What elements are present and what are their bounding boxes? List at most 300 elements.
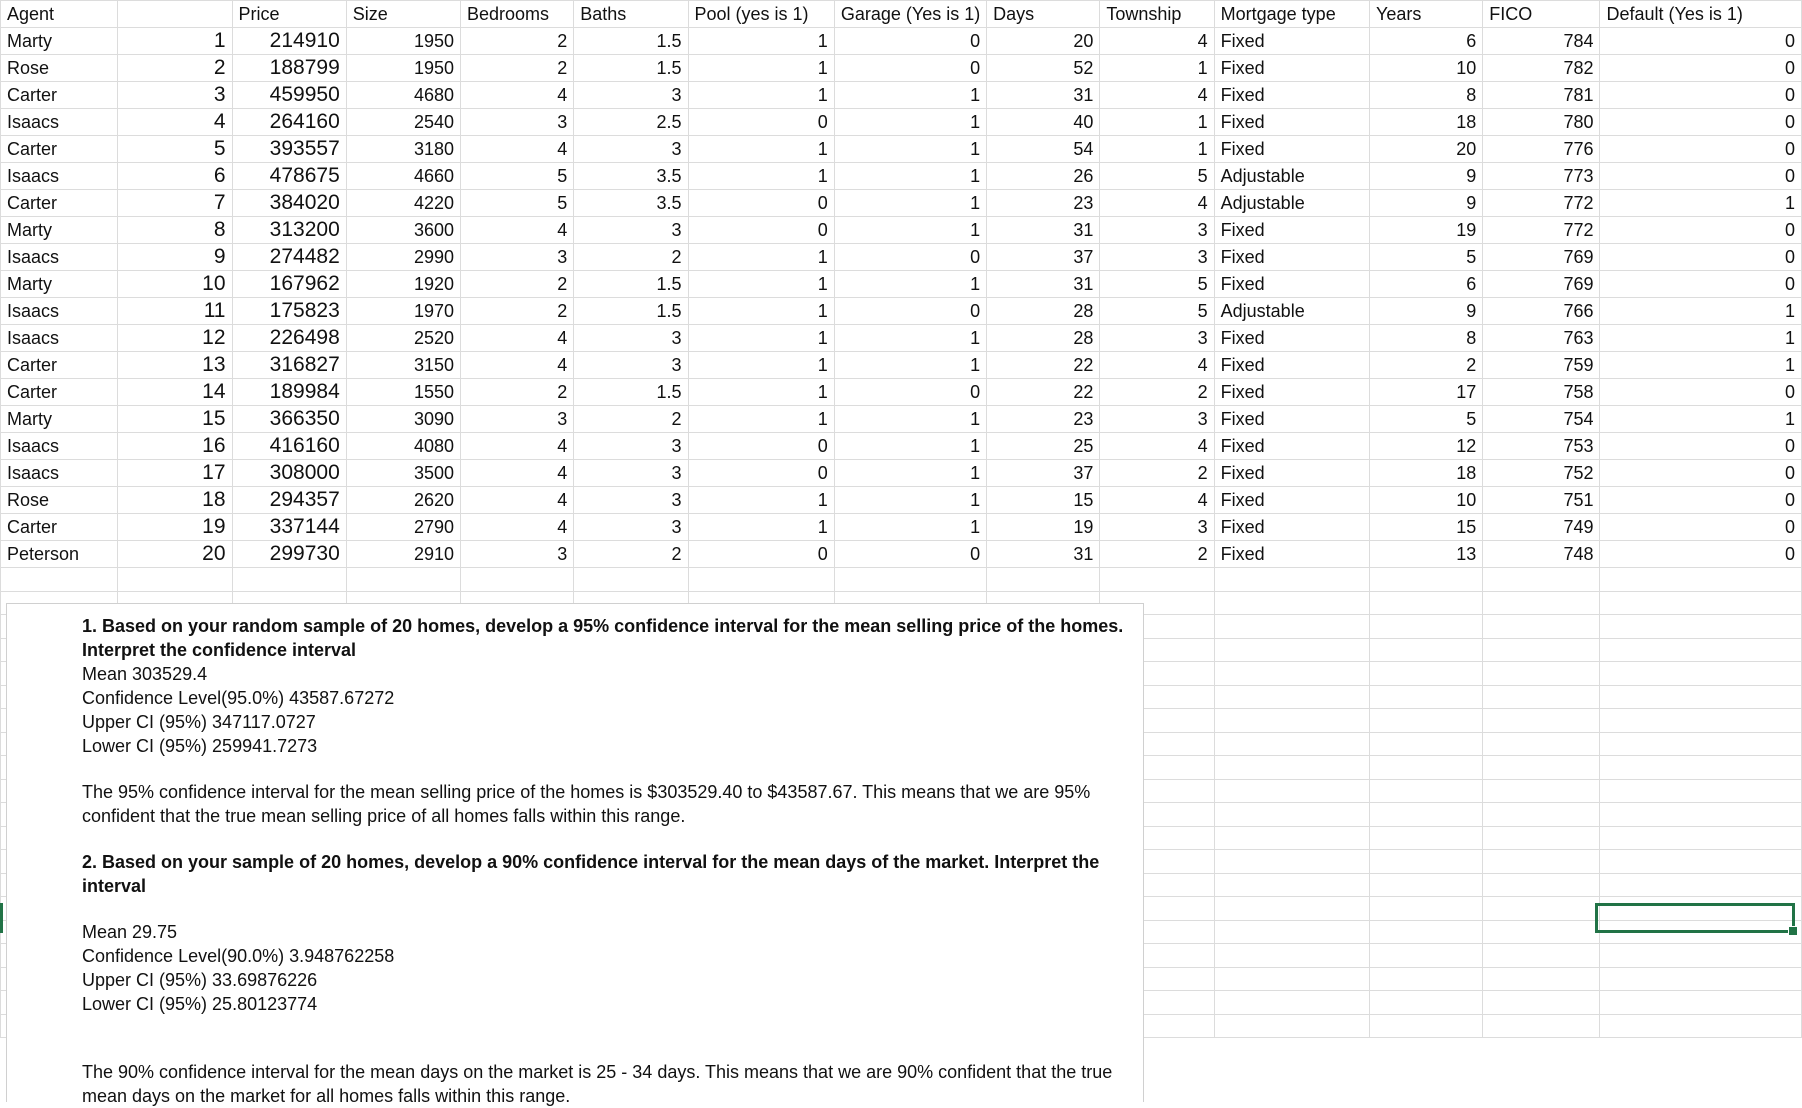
cell[interactable]: 4 (461, 325, 574, 352)
cell[interactable]: Isaacs (1, 163, 118, 190)
cell[interactable]: 2 (1369, 352, 1482, 379)
empty-cell[interactable] (1483, 662, 1600, 686)
empty-cell[interactable] (1369, 568, 1482, 592)
cell[interactable]: 784 (1483, 28, 1600, 55)
cell[interactable]: 15 (118, 406, 232, 433)
cell[interactable]: 2620 (346, 487, 460, 514)
cell[interactable]: Fixed (1214, 487, 1369, 514)
cell[interactable]: Rose (1, 487, 118, 514)
empty-cell[interactable] (1214, 803, 1369, 827)
empty-cell[interactable] (1483, 709, 1600, 733)
empty-cell[interactable] (1369, 944, 1482, 968)
empty-cell[interactable] (987, 568, 1100, 592)
cell[interactable]: 0 (688, 217, 834, 244)
empty-cell[interactable] (1214, 591, 1369, 615)
cell[interactable]: 3 (574, 460, 688, 487)
cell[interactable]: 1 (688, 271, 834, 298)
cell[interactable]: 2 (461, 298, 574, 325)
cell[interactable]: 758 (1483, 379, 1600, 406)
cell[interactable]: 1 (834, 271, 986, 298)
cell[interactable]: 416160 (232, 433, 346, 460)
cell[interactable]: Isaacs (1, 325, 118, 352)
cell[interactable]: 1950 (346, 28, 460, 55)
empty-cell[interactable] (1483, 591, 1600, 615)
cell[interactable]: 299730 (232, 541, 346, 568)
cell[interactable]: 8 (1369, 82, 1482, 109)
cell[interactable]: 0 (1600, 379, 1802, 406)
cell[interactable]: 0 (1600, 487, 1802, 514)
empty-cell[interactable] (1483, 944, 1600, 968)
empty-cell[interactable] (1369, 1014, 1482, 1038)
cell[interactable]: 2 (1100, 541, 1214, 568)
empty-cell[interactable] (1214, 897, 1369, 921)
column-header[interactable]: Days (987, 1, 1100, 28)
empty-cell[interactable] (1600, 591, 1802, 615)
empty-cell[interactable] (1483, 1014, 1600, 1038)
empty-cell[interactable] (1600, 709, 1802, 733)
cell[interactable]: 9 (1369, 190, 1482, 217)
cell[interactable]: 18 (1369, 109, 1482, 136)
empty-cell[interactable] (1369, 685, 1482, 709)
cell[interactable]: 1 (688, 55, 834, 82)
cell[interactable]: Fixed (1214, 433, 1369, 460)
empty-cell[interactable] (1483, 803, 1600, 827)
cell[interactable]: 3 (1100, 244, 1214, 271)
empty-cell[interactable] (1214, 779, 1369, 803)
cell[interactable]: 10 (1369, 55, 1482, 82)
cell[interactable]: 1 (688, 352, 834, 379)
cell[interactable]: 264160 (232, 109, 346, 136)
cell[interactable]: 459950 (232, 82, 346, 109)
cell[interactable]: 2 (574, 406, 688, 433)
cell[interactable]: 4 (461, 460, 574, 487)
cell[interactable]: Carter (1, 514, 118, 541)
empty-cell[interactable] (574, 568, 688, 592)
fill-handle[interactable] (1788, 926, 1798, 936)
empty-cell[interactable] (1483, 920, 1600, 944)
cell[interactable]: 167962 (232, 271, 346, 298)
cell[interactable]: 19 (118, 514, 232, 541)
cell[interactable]: 772 (1483, 190, 1600, 217)
cell[interactable]: 1 (834, 109, 986, 136)
cell[interactable]: 1.5 (574, 298, 688, 325)
cell[interactable]: 2 (461, 379, 574, 406)
cell[interactable]: 2 (461, 271, 574, 298)
cell[interactable]: 3 (461, 109, 574, 136)
cell[interactable]: Marty (1, 271, 118, 298)
empty-cell[interactable] (1369, 991, 1482, 1015)
cell[interactable]: 1 (688, 136, 834, 163)
column-header[interactable] (118, 1, 232, 28)
cell[interactable]: Fixed (1214, 244, 1369, 271)
cell[interactable]: 5 (1100, 271, 1214, 298)
cell[interactable]: Isaacs (1, 460, 118, 487)
cell[interactable]: 5 (1100, 298, 1214, 325)
selected-cell[interactable] (1595, 903, 1795, 933)
cell[interactable]: 0 (688, 190, 834, 217)
empty-cell[interactable] (1214, 967, 1369, 991)
cell[interactable]: 1550 (346, 379, 460, 406)
cell[interactable]: 25 (987, 433, 1100, 460)
cell[interactable]: Fixed (1214, 82, 1369, 109)
cell[interactable]: 15 (1369, 514, 1482, 541)
cell[interactable]: 17 (1369, 379, 1482, 406)
empty-cell[interactable] (1600, 685, 1802, 709)
cell[interactable]: 4 (1100, 82, 1214, 109)
empty-cell[interactable] (1369, 850, 1482, 874)
cell[interactable]: Peterson (1, 541, 118, 568)
empty-cell[interactable] (1214, 732, 1369, 756)
empty-cell[interactable] (1214, 638, 1369, 662)
cell[interactable]: Fixed (1214, 379, 1369, 406)
empty-cell[interactable] (1214, 756, 1369, 780)
empty-cell[interactable] (1483, 826, 1600, 850)
cell[interactable]: 3 (1100, 406, 1214, 433)
cell[interactable]: 274482 (232, 244, 346, 271)
cell[interactable]: 1 (688, 487, 834, 514)
empty-cell[interactable] (1600, 615, 1802, 639)
cell[interactable]: 22 (987, 352, 1100, 379)
cell[interactable]: 23 (987, 190, 1100, 217)
cell[interactable]: 0 (834, 379, 986, 406)
cell[interactable]: 4220 (346, 190, 460, 217)
empty-cell[interactable] (1214, 991, 1369, 1015)
cell[interactable]: 3 (574, 82, 688, 109)
cell[interactable]: 2 (574, 541, 688, 568)
cell[interactable]: 3180 (346, 136, 460, 163)
cell[interactable]: 6 (1369, 271, 1482, 298)
cell[interactable]: 776 (1483, 136, 1600, 163)
cell[interactable]: 2910 (346, 541, 460, 568)
cell[interactable]: 3 (574, 352, 688, 379)
cell[interactable]: 1950 (346, 55, 460, 82)
cell[interactable]: 1970 (346, 298, 460, 325)
cell[interactable]: Fixed (1214, 541, 1369, 568)
cell[interactable]: 10 (1369, 487, 1482, 514)
cell[interactable]: 1 (1100, 109, 1214, 136)
cell[interactable]: 3 (1100, 325, 1214, 352)
cell[interactable]: Fixed (1214, 514, 1369, 541)
cell[interactable]: Fixed (1214, 460, 1369, 487)
empty-cell[interactable] (1214, 1014, 1369, 1038)
cell[interactable]: 0 (688, 541, 834, 568)
cell[interactable]: 782 (1483, 55, 1600, 82)
empty-cell[interactable] (1483, 850, 1600, 874)
cell[interactable]: 308000 (232, 460, 346, 487)
cell[interactable]: 20 (118, 541, 232, 568)
cell[interactable]: 313200 (232, 217, 346, 244)
cell[interactable]: 2 (461, 28, 574, 55)
answer-textbox[interactable] (6, 603, 1144, 1106)
empty-cell[interactable] (1369, 638, 1482, 662)
cell[interactable]: 9 (1369, 298, 1482, 325)
cell[interactable]: 175823 (232, 298, 346, 325)
cell[interactable]: 759 (1483, 352, 1600, 379)
cell[interactable]: 0 (834, 541, 986, 568)
empty-cell[interactable] (1600, 756, 1802, 780)
cell[interactable]: 0 (1600, 109, 1802, 136)
cell[interactable]: 4 (1100, 28, 1214, 55)
cell[interactable]: 1 (834, 514, 986, 541)
cell[interactable]: 23 (987, 406, 1100, 433)
column-header[interactable]: FICO (1483, 1, 1600, 28)
column-header[interactable]: Garage (Yes is 1) (834, 1, 986, 28)
column-header[interactable]: Years (1369, 1, 1482, 28)
cell[interactable]: 3 (461, 541, 574, 568)
cell[interactable]: Fixed (1214, 271, 1369, 298)
cell[interactable]: 5 (1100, 163, 1214, 190)
cell[interactable]: 8 (118, 217, 232, 244)
column-header[interactable]: Default (Yes is 1) (1600, 1, 1802, 28)
cell[interactable]: Marty (1, 28, 118, 55)
cell[interactable]: 18 (118, 487, 232, 514)
empty-cell[interactable] (688, 568, 834, 592)
cell[interactable]: 1.5 (574, 379, 688, 406)
cell[interactable]: 1 (834, 217, 986, 244)
cell[interactable]: 0 (1600, 433, 1802, 460)
cell[interactable]: 3 (574, 136, 688, 163)
empty-cell[interactable] (1600, 779, 1802, 803)
cell[interactable]: 226498 (232, 325, 346, 352)
empty-cell[interactable] (1369, 615, 1482, 639)
cell[interactable]: Fixed (1214, 136, 1369, 163)
cell[interactable]: 4 (461, 136, 574, 163)
cell[interactable]: 3 (1100, 514, 1214, 541)
cell[interactable]: 2 (574, 244, 688, 271)
cell[interactable]: Adjustable (1214, 163, 1369, 190)
cell[interactable]: 3600 (346, 217, 460, 244)
cell[interactable]: Isaacs (1, 433, 118, 460)
cell[interactable]: 316827 (232, 352, 346, 379)
cell[interactable]: 0 (1600, 244, 1802, 271)
cell[interactable]: 769 (1483, 271, 1600, 298)
cell[interactable]: 0 (1600, 541, 1802, 568)
cell[interactable]: 5 (118, 136, 232, 163)
empty-cell[interactable] (118, 568, 232, 592)
column-header[interactable]: Price (232, 1, 346, 28)
empty-cell[interactable] (1214, 685, 1369, 709)
column-header[interactable]: Baths (574, 1, 688, 28)
cell[interactable]: 1 (1100, 55, 1214, 82)
cell[interactable]: 3 (574, 325, 688, 352)
cell[interactable]: 20 (1369, 136, 1482, 163)
empty-cell[interactable] (1214, 920, 1369, 944)
empty-cell[interactable] (1600, 662, 1802, 686)
cell[interactable]: 189984 (232, 379, 346, 406)
cell[interactable]: 4 (461, 352, 574, 379)
cell[interactable]: 753 (1483, 433, 1600, 460)
cell[interactable]: 9 (1369, 163, 1482, 190)
column-header[interactable]: Size (346, 1, 460, 28)
cell[interactable]: Fixed (1214, 217, 1369, 244)
empty-cell[interactable] (1600, 1014, 1802, 1038)
cell[interactable]: 214910 (232, 28, 346, 55)
cell[interactable]: 337144 (232, 514, 346, 541)
cell[interactable]: 752 (1483, 460, 1600, 487)
cell[interactable]: 2 (461, 55, 574, 82)
cell[interactable]: 0 (834, 244, 986, 271)
cell[interactable]: Isaacs (1, 298, 118, 325)
cell[interactable]: Fixed (1214, 352, 1369, 379)
cell[interactable]: 19 (987, 514, 1100, 541)
empty-cell[interactable] (1369, 803, 1482, 827)
cell[interactable]: 7 (118, 190, 232, 217)
empty-cell[interactable] (1483, 991, 1600, 1015)
empty-cell[interactable] (1214, 944, 1369, 968)
cell[interactable]: 1 (834, 352, 986, 379)
cell[interactable]: 0 (1600, 271, 1802, 298)
cell[interactable]: 22 (987, 379, 1100, 406)
cell[interactable]: 1 (834, 433, 986, 460)
cell[interactable]: 1 (688, 514, 834, 541)
cell[interactable]: 754 (1483, 406, 1600, 433)
empty-cell[interactable] (1600, 732, 1802, 756)
cell[interactable]: 13 (118, 352, 232, 379)
cell[interactable]: 1 (118, 28, 232, 55)
empty-cell[interactable] (1483, 685, 1600, 709)
cell[interactable]: 3090 (346, 406, 460, 433)
cell[interactable]: 28 (987, 325, 1100, 352)
cell[interactable]: 37 (987, 460, 1100, 487)
cell[interactable]: 1 (834, 325, 986, 352)
empty-cell[interactable] (1214, 615, 1369, 639)
cell[interactable]: 766 (1483, 298, 1600, 325)
cell[interactable]: 1 (688, 244, 834, 271)
cell[interactable]: 6 (118, 163, 232, 190)
cell[interactable]: 12 (118, 325, 232, 352)
cell[interactable]: Fixed (1214, 325, 1369, 352)
cell[interactable]: Adjustable (1214, 298, 1369, 325)
cell[interactable]: 1 (688, 163, 834, 190)
empty-cell[interactable] (1, 568, 118, 592)
column-header[interactable]: Agent (1, 1, 118, 28)
empty-cell[interactable] (1600, 638, 1802, 662)
cell[interactable]: 0 (1600, 217, 1802, 244)
cell[interactable]: 1 (834, 406, 986, 433)
cell[interactable]: Marty (1, 406, 118, 433)
empty-cell[interactable] (1369, 920, 1482, 944)
cell[interactable]: Fixed (1214, 55, 1369, 82)
cell[interactable]: 1 (834, 487, 986, 514)
empty-cell[interactable] (1369, 897, 1482, 921)
empty-cell[interactable] (1600, 826, 1802, 850)
cell[interactable]: 0 (834, 28, 986, 55)
empty-cell[interactable] (1483, 568, 1600, 592)
empty-cell[interactable] (1369, 732, 1482, 756)
cell[interactable]: 54 (987, 136, 1100, 163)
cell[interactable]: 780 (1483, 109, 1600, 136)
empty-cell[interactable] (1369, 709, 1482, 733)
cell[interactable]: 1 (1600, 325, 1802, 352)
cell[interactable]: Carter (1, 82, 118, 109)
cell[interactable]: Carter (1, 379, 118, 406)
empty-cell[interactable] (461, 568, 574, 592)
cell[interactable]: 2520 (346, 325, 460, 352)
cell[interactable]: 0 (688, 460, 834, 487)
cell[interactable]: 5 (461, 190, 574, 217)
cell[interactable]: 366350 (232, 406, 346, 433)
cell[interactable]: 3 (118, 82, 232, 109)
cell[interactable]: 14 (118, 379, 232, 406)
cell[interactable]: 1 (834, 190, 986, 217)
cell[interactable]: 1 (834, 82, 986, 109)
cell[interactable]: 4 (1100, 487, 1214, 514)
cell[interactable]: 5 (461, 163, 574, 190)
empty-cell[interactable] (1483, 732, 1600, 756)
cell[interactable]: 2540 (346, 109, 460, 136)
cell[interactable]: 0 (1600, 136, 1802, 163)
cell[interactable]: 10 (118, 271, 232, 298)
cell[interactable]: 188799 (232, 55, 346, 82)
cell[interactable]: 4 (461, 514, 574, 541)
cell[interactable]: 16 (118, 433, 232, 460)
column-header[interactable]: Township (1100, 1, 1214, 28)
cell[interactable]: 1 (1600, 190, 1802, 217)
cell[interactable]: 13 (1369, 541, 1482, 568)
column-header[interactable]: Bedrooms (461, 1, 574, 28)
empty-cell[interactable] (1369, 873, 1482, 897)
cell[interactable]: 1 (1600, 298, 1802, 325)
cell[interactable]: 19 (1369, 217, 1482, 244)
cell[interactable]: 294357 (232, 487, 346, 514)
cell[interactable]: 1 (1600, 352, 1802, 379)
cell[interactable]: 0 (1600, 163, 1802, 190)
cell[interactable]: 28 (987, 298, 1100, 325)
cell[interactable]: 0 (1600, 514, 1802, 541)
cell[interactable]: 384020 (232, 190, 346, 217)
empty-cell[interactable] (1483, 897, 1600, 921)
cell[interactable]: 1.5 (574, 28, 688, 55)
cell[interactable]: 3 (461, 406, 574, 433)
cell[interactable]: 4 (1100, 190, 1214, 217)
cell[interactable]: 3.5 (574, 163, 688, 190)
empty-cell[interactable] (1600, 850, 1802, 874)
cell[interactable]: 1 (688, 82, 834, 109)
column-header[interactable]: Mortgage type (1214, 1, 1369, 28)
empty-cell[interactable] (346, 568, 460, 592)
cell[interactable]: 11 (118, 298, 232, 325)
cell[interactable]: 0 (688, 109, 834, 136)
cell[interactable]: 1.5 (574, 271, 688, 298)
cell[interactable]: 772 (1483, 217, 1600, 244)
cell[interactable]: 393557 (232, 136, 346, 163)
cell[interactable]: 781 (1483, 82, 1600, 109)
cell[interactable]: 40 (987, 109, 1100, 136)
cell[interactable]: 4 (1100, 352, 1214, 379)
empty-cell[interactable] (1369, 756, 1482, 780)
cell[interactable]: 26 (987, 163, 1100, 190)
cell[interactable]: 763 (1483, 325, 1600, 352)
cell[interactable]: 3 (574, 433, 688, 460)
cell[interactable]: 18 (1369, 460, 1482, 487)
cell[interactable]: 3.5 (574, 190, 688, 217)
cell[interactable]: 3500 (346, 460, 460, 487)
cell[interactable]: 1 (688, 28, 834, 55)
cell[interactable]: 1 (688, 379, 834, 406)
cell[interactable]: 4 (461, 82, 574, 109)
cell[interactable]: 773 (1483, 163, 1600, 190)
empty-cell[interactable] (1100, 568, 1214, 592)
cell[interactable]: 2 (1100, 460, 1214, 487)
cell[interactable]: Marty (1, 217, 118, 244)
cell[interactable]: 1 (834, 163, 986, 190)
cell[interactable]: 3 (574, 487, 688, 514)
cell[interactable]: 37 (987, 244, 1100, 271)
cell[interactable]: Carter (1, 352, 118, 379)
cell[interactable]: 2990 (346, 244, 460, 271)
empty-cell[interactable] (1600, 568, 1802, 592)
empty-cell[interactable] (1483, 638, 1600, 662)
